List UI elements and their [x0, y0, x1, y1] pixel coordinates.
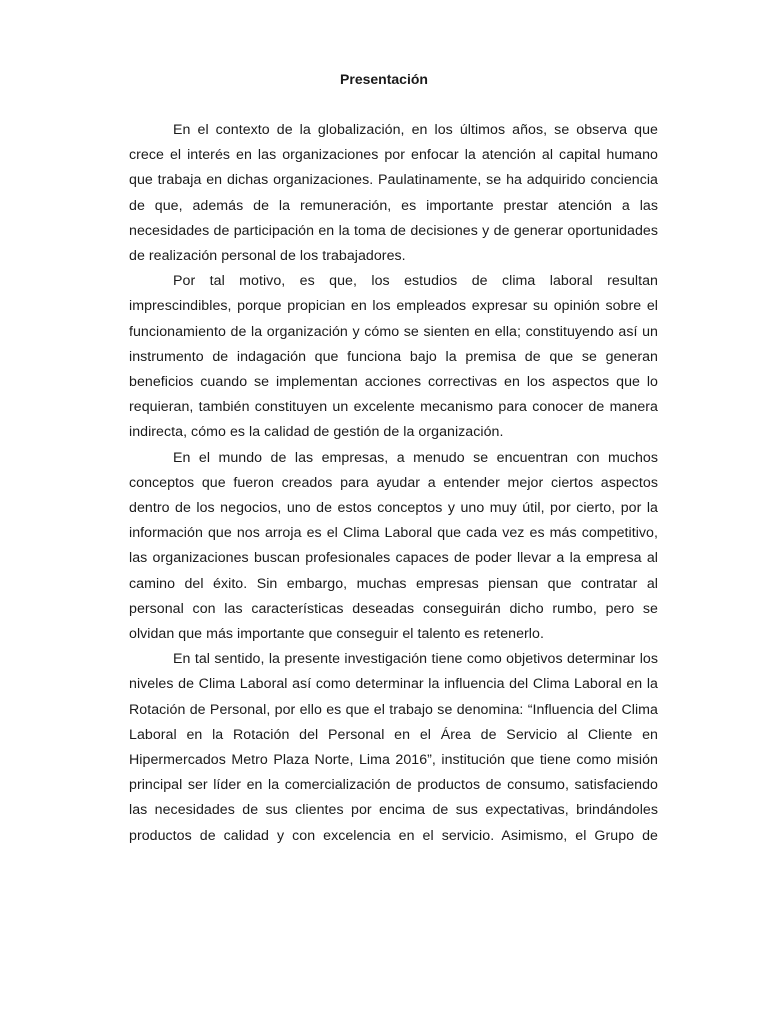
paragraph-2: Por tal motivo, es que, los estudios de clima laboral resultan imprescindibles, porque propician en los empleados expresar su opinión sobre el funcionamiento de la organización y cómo se sienten en ella; constituyendo así un instrumento de indagación que funciona bajo la premisa de que se generan beneficios cuando se implementan acciones correctivas en los aspectos que lo requieran, también constituyen un excelente mecanismo para conocer de manera indirecta, cómo es la calidad de gestión de la organización. [129, 273, 658, 441]
paragraph-1: En el contexto de la globalización, en los últimos años, se observa que crece el interés en las organizaciones por enfocar la atención al capital humano que trabaja en dichas organizaciones. Paulatinamente, se ha adquirido conciencia de que, además de la remuneración, es importante prestar atención a las necesidades de participación en la toma de decisiones y de generar oportunidades de realización personal de los trabajadores. [129, 122, 658, 265]
paragraph-3: En el mundo de las empresas, a menudo se encuentran con muchos conceptos que fueron creados para ayudar a entender mejor ciertos aspectos dentro de los negocios, uno de estos conceptos y uno muy útil, por cierto, por la información que nos arroja es el Clima Laboral que cada vez es más competitivo, las organizaciones buscan profesionales capaces de poder llevar a la empresa al camino del éxito. Sin embargo, muchas empresas piensan que contratar al personal con las características deseadas conseguirán dicho rumbo, pero se olvidan que más importante que conseguir el talento es retenerlo. [129, 449, 658, 643]
document-body [129, 118, 658, 849]
paragraph-4: En tal sentido, la presente investigación tiene como objetivos determinar los niveles de Clima Laboral así como determinar la influencia del Clima Laboral en la Rotación de Personal, por ello es que el trabajo se denomina: “Influencia del Clima Laboral en la Rotación del Personal en el Área de Servicio al Cliente en Hipermercados Metro Plaza Norte, Lima 2016”, institución que tiene como misión principal ser líder en la comercialización de productos de consumo, satisfaciendo las necesidades de sus clientes por encima de sus expectativas, brindándoles productos de calidad y con excelencia en el servicio. Asimismo, el Grupo de [129, 651, 658, 844]
page-title: Presentación [340, 71, 428, 87]
